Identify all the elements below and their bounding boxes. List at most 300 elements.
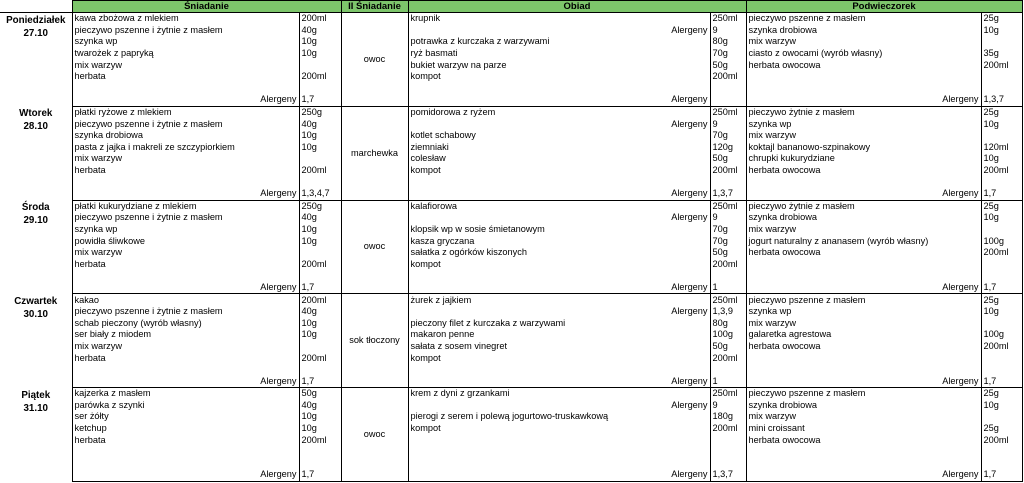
day-date: 31.10 xyxy=(23,402,49,414)
snack-qty: 200ml xyxy=(981,247,1022,259)
day-name: Piątek xyxy=(21,389,51,401)
day-row xyxy=(0,388,1022,400)
breakfast-qty: 40g xyxy=(299,212,341,224)
snack-item: ciasto z owocami (wyrób własny) xyxy=(746,48,981,60)
day-row xyxy=(0,270,1022,282)
breakfast-item: herbata xyxy=(72,258,299,270)
day-row xyxy=(0,118,1022,130)
snack-qty xyxy=(981,411,1022,423)
breakfast-item xyxy=(72,83,299,95)
breakfast-qty xyxy=(299,446,341,458)
day-row xyxy=(0,411,1022,423)
day-row xyxy=(0,13,1022,25)
breakfast-allergen-label: Alergeny xyxy=(72,188,299,200)
snack-item: mix warzyw xyxy=(746,411,981,423)
lunch-qty: 100g xyxy=(710,329,746,341)
lunch-qty: 250ml xyxy=(710,200,746,212)
day-date: 29.10 xyxy=(23,215,49,226)
menu-body xyxy=(0,13,1022,482)
breakfast-allergen-label: Alergeny xyxy=(72,94,299,106)
snack-allergen-label: Alergeny xyxy=(746,375,981,387)
breakfast-item: powidła śliwkowe xyxy=(72,235,299,247)
snack-qty: 10g xyxy=(981,306,1022,318)
breakfast-item: pieczywo pszenne i żytnie z masłem xyxy=(72,25,299,37)
day-row xyxy=(0,294,1022,306)
snack-qty: 25g xyxy=(981,423,1022,435)
lunch-item: kalafiorowa xyxy=(408,200,710,212)
breakfast-qty xyxy=(299,364,341,376)
lunch-qty: 80g xyxy=(710,36,746,48)
lunch-qty xyxy=(710,270,746,282)
snack-item: pieczywo żytnie z masłem xyxy=(746,106,981,118)
snack-allergen-label: Alergeny xyxy=(746,282,981,294)
lunch-soup-allergen-label: Alergeny xyxy=(408,212,710,224)
day-label xyxy=(0,200,72,294)
snack-item: herbata owocowa xyxy=(746,59,981,71)
snack-item: herbata owocowa xyxy=(746,341,981,353)
day-row xyxy=(0,258,1022,270)
breakfast-qty: 40g xyxy=(299,118,341,130)
lunch-qty: 180g xyxy=(710,411,746,423)
breakfast-qty: 200ml xyxy=(299,258,341,270)
day-label xyxy=(0,294,72,388)
snack-item xyxy=(746,364,981,376)
snack-item: pieczywo żytnie z masłem xyxy=(746,200,981,212)
snack-item: pieczywo pszenne z masłem xyxy=(746,13,981,25)
snack-qty: 200ml xyxy=(981,434,1022,446)
lunch-soup-allergen-label: Alergeny xyxy=(408,306,710,318)
breakfast-qty xyxy=(299,341,341,353)
lunch-soup-allergen-label: Alergeny xyxy=(408,118,710,130)
breakfast-item: mix warzyw xyxy=(72,247,299,259)
lunch-item: makaron penne xyxy=(408,329,710,341)
snack-allergens: 1,3,7 xyxy=(981,94,1022,106)
lunch-qty xyxy=(710,83,746,95)
breakfast-qty xyxy=(299,59,341,71)
snack-qty: 25g xyxy=(981,200,1022,212)
day-label xyxy=(0,13,72,107)
day-row xyxy=(0,235,1022,247)
snack-item: mix warzyw xyxy=(746,130,981,142)
snack-qty xyxy=(981,224,1022,236)
breakfast-item: herbata xyxy=(72,165,299,177)
day-row xyxy=(0,446,1022,458)
breakfast-qty: 200ml xyxy=(299,71,341,83)
snack-item: herbata owocowa xyxy=(746,434,981,446)
snack-item: mini croissant xyxy=(746,423,981,435)
snack-qty xyxy=(981,352,1022,364)
header-lunch: Obiad xyxy=(408,1,746,13)
breakfast-qty: 200ml xyxy=(299,294,341,306)
lunch-allergens: 1 xyxy=(710,375,746,387)
breakfast-item: szynka drobiowa xyxy=(72,130,299,142)
lunch-item: sałata z sosem vinegret xyxy=(408,341,710,353)
breakfast-allergens: 1,7 xyxy=(299,375,341,387)
lunch-item: potrawka z kurczaka z warzywami xyxy=(408,36,710,48)
lunch-item: kompot xyxy=(408,71,710,83)
day-row xyxy=(0,25,1022,37)
breakfast-qty: 10g xyxy=(299,423,341,435)
snack-qty xyxy=(981,258,1022,270)
lunch-soup-allergens: 9 xyxy=(710,118,746,130)
day-row xyxy=(0,200,1022,212)
day-row xyxy=(0,224,1022,236)
breakfast-item: pasta z jajka i makreli ze szczypiorkiem xyxy=(72,142,299,154)
second-breakfast: owoc xyxy=(341,388,408,482)
day-row xyxy=(0,94,1022,106)
snack-item: koktajl bananowo-szpinakowy xyxy=(746,142,981,154)
day-row xyxy=(0,400,1022,412)
snack-qty: 25g xyxy=(981,13,1022,25)
lunch-item xyxy=(408,446,710,458)
lunch-item xyxy=(408,83,710,95)
snack-qty xyxy=(981,317,1022,329)
day-row xyxy=(0,142,1022,154)
day-row xyxy=(0,434,1022,446)
lunch-soup-allergens: 9 xyxy=(710,212,746,224)
breakfast-item xyxy=(72,458,299,470)
breakfast-item: szynka wp xyxy=(72,224,299,236)
second-breakfast: sok tłoczony xyxy=(341,294,408,388)
lunch-qty xyxy=(710,364,746,376)
day-row xyxy=(0,36,1022,48)
header-snack: Podwieczorek xyxy=(746,1,1022,13)
breakfast-allergens: 1,7 xyxy=(299,94,341,106)
breakfast-qty: 10g xyxy=(299,329,341,341)
day-row xyxy=(0,329,1022,341)
breakfast-allergen-label: Alergeny xyxy=(72,282,299,294)
lunch-qty: 70g xyxy=(710,130,746,142)
snack-item: szynka drobiowa xyxy=(746,25,981,37)
breakfast-item: parówka z szynki xyxy=(72,400,299,412)
day-row xyxy=(0,458,1022,470)
breakfast-qty: 200ml xyxy=(299,165,341,177)
day-row xyxy=(0,341,1022,353)
breakfast-item: herbata xyxy=(72,71,299,83)
snack-item: herbata owocowa xyxy=(746,247,981,259)
breakfast-item xyxy=(72,446,299,458)
breakfast-item xyxy=(72,270,299,282)
lunch-item: ziemniaki xyxy=(408,142,710,154)
snack-item: pieczywo pszenne z masłem xyxy=(746,388,981,400)
lunch-allergen-label: Alergeny xyxy=(408,375,710,387)
breakfast-item: kakao xyxy=(72,294,299,306)
lunch-qty xyxy=(710,458,746,470)
snack-item: szynka wp xyxy=(746,306,981,318)
breakfast-allergen-label: Alergeny xyxy=(72,469,299,481)
day-row xyxy=(0,71,1022,83)
breakfast-item: twarożek z papryką xyxy=(72,48,299,60)
lunch-soup-allergen-label: Alergeny xyxy=(408,400,710,412)
snack-allergens: 1,7 xyxy=(981,469,1022,481)
breakfast-qty: 10g xyxy=(299,411,341,423)
breakfast-item: herbata xyxy=(72,434,299,446)
lunch-qty: 200ml xyxy=(710,258,746,270)
breakfast-qty: 10g xyxy=(299,142,341,154)
lunch-item: pomidorowa z ryżem xyxy=(408,106,710,118)
breakfast-qty: 200ml xyxy=(299,352,341,364)
lunch-qty: 70g xyxy=(710,224,746,236)
lunch-item: kompot xyxy=(408,352,710,364)
lunch-item: pieczony filet z kurczaka z warzywami xyxy=(408,317,710,329)
lunch-qty: 200ml xyxy=(710,423,746,435)
lunch-qty: 70g xyxy=(710,235,746,247)
breakfast-item: ser żółty xyxy=(72,411,299,423)
breakfast-item: herbata xyxy=(72,352,299,364)
snack-qty: 120ml xyxy=(981,142,1022,154)
snack-item: szynka wp xyxy=(746,118,981,130)
lunch-item: klopsik wp w sosie śmietanowym xyxy=(408,224,710,236)
breakfast-qty xyxy=(299,458,341,470)
day-date: 30.10 xyxy=(23,308,49,320)
lunch-qty: 250ml xyxy=(710,106,746,118)
day-row xyxy=(0,83,1022,95)
header-blank xyxy=(0,1,72,13)
breakfast-qty: 200ml xyxy=(299,434,341,446)
second-breakfast: marchewka xyxy=(341,106,408,200)
snack-item xyxy=(746,446,981,458)
lunch-allergens: 1,3,7 xyxy=(710,469,746,481)
lunch-qty: 200ml xyxy=(710,352,746,364)
snack-qty: 200ml xyxy=(981,59,1022,71)
snack-item xyxy=(746,258,981,270)
lunch-qty: 50g xyxy=(710,153,746,165)
lunch-allergen-label: Alergeny xyxy=(408,282,710,294)
lunch-qty xyxy=(710,176,746,188)
breakfast-item: ser biały z miodem xyxy=(72,329,299,341)
snack-item: mix warzyw xyxy=(746,224,981,236)
snack-qty: 200ml xyxy=(981,165,1022,177)
header-second-breakfast: II Śniadanie xyxy=(341,1,408,13)
snack-qty: 10g xyxy=(981,400,1022,412)
lunch-allergens: 1,3,7 xyxy=(710,188,746,200)
day-date: 28.10 xyxy=(23,121,49,133)
breakfast-qty xyxy=(299,270,341,282)
day-row xyxy=(0,364,1022,376)
snack-qty xyxy=(981,458,1022,470)
second-breakfast: owoc xyxy=(341,13,408,107)
lunch-allergen-label: Alergeny xyxy=(408,94,710,106)
day-row xyxy=(0,130,1022,142)
lunch-item: sałatka z ogórków kiszonych xyxy=(408,247,710,259)
snack-qty: 35g xyxy=(981,48,1022,60)
lunch-qty: 250ml xyxy=(710,294,746,306)
snack-item xyxy=(746,270,981,282)
breakfast-item xyxy=(72,176,299,188)
snack-item: szynka drobiowa xyxy=(746,212,981,224)
lunch-item: colesław xyxy=(408,153,710,165)
day-row xyxy=(0,188,1022,200)
snack-qty xyxy=(981,176,1022,188)
snack-qty: 10g xyxy=(981,25,1022,37)
lunch-item xyxy=(408,176,710,188)
breakfast-allergens: 1,7 xyxy=(299,469,341,481)
breakfast-qty xyxy=(299,83,341,95)
breakfast-qty: 40g xyxy=(299,400,341,412)
day-row xyxy=(0,375,1022,387)
snack-item: herbata owocowa xyxy=(746,165,981,177)
day-name: Poniedziałek xyxy=(6,15,66,26)
breakfast-allergens: 1,3,4,7 xyxy=(299,188,341,200)
lunch-item xyxy=(408,434,710,446)
snack-qty: 25g xyxy=(981,388,1022,400)
breakfast-item xyxy=(72,364,299,376)
snack-qty: 10g xyxy=(981,118,1022,130)
lunch-allergen-label: Alergeny xyxy=(408,188,710,200)
snack-allergens: 1,7 xyxy=(981,375,1022,387)
snack-qty xyxy=(981,130,1022,142)
second-breakfast: owoc xyxy=(341,200,408,294)
snack-qty xyxy=(981,71,1022,83)
day-row xyxy=(0,469,1022,481)
lunch-qty: 50g xyxy=(710,59,746,71)
day-row xyxy=(0,153,1022,165)
breakfast-item: mix warzyw xyxy=(72,59,299,71)
snack-qty: 25g xyxy=(981,106,1022,118)
header-row xyxy=(0,1,1022,13)
lunch-qty: 50g xyxy=(710,341,746,353)
day-row xyxy=(0,282,1022,294)
snack-item: chrupki kukurydziane xyxy=(746,153,981,165)
snack-allergen-label: Alergeny xyxy=(746,188,981,200)
snack-item: galaretka agrestowa xyxy=(746,329,981,341)
breakfast-item: kawa zbożowa z mlekiem xyxy=(72,13,299,25)
lunch-item xyxy=(408,364,710,376)
lunch-item: kompot xyxy=(408,423,710,435)
snack-qty xyxy=(981,83,1022,95)
breakfast-item: pieczywo pszenne i żytnie z masłem xyxy=(72,212,299,224)
snack-item xyxy=(746,176,981,188)
lunch-allergens xyxy=(710,94,746,106)
breakfast-qty: 10g xyxy=(299,36,341,48)
lunch-qty: 250ml xyxy=(710,388,746,400)
breakfast-qty: 200ml xyxy=(299,13,341,25)
breakfast-item: płatki ryżowe z mlekiem xyxy=(72,106,299,118)
breakfast-qty: 250g xyxy=(299,106,341,118)
breakfast-item: ketchup xyxy=(72,423,299,435)
breakfast-qty: 10g xyxy=(299,317,341,329)
breakfast-item: mix warzyw xyxy=(72,341,299,353)
lunch-qty: 200ml xyxy=(710,71,746,83)
breakfast-item: mix warzyw xyxy=(72,153,299,165)
day-row xyxy=(0,306,1022,318)
breakfast-qty: 250g xyxy=(299,200,341,212)
lunch-item: kotlet schabowy xyxy=(408,130,710,142)
lunch-allergen-label: Alergeny xyxy=(408,469,710,481)
snack-qty: 25g xyxy=(981,294,1022,306)
lunch-item: krem z dyni z grzankami xyxy=(408,388,710,400)
day-name: Wtorek xyxy=(19,108,53,120)
breakfast-allergen-label: Alergeny xyxy=(72,375,299,387)
breakfast-item: kajzerka z masłem xyxy=(72,388,299,400)
breakfast-qty: 10g xyxy=(299,130,341,142)
snack-item xyxy=(746,458,981,470)
lunch-qty xyxy=(710,446,746,458)
snack-allergens: 1,7 xyxy=(981,282,1022,294)
breakfast-item: płatki kukurydziane z mlekiem xyxy=(72,200,299,212)
breakfast-qty: 10g xyxy=(299,235,341,247)
day-row xyxy=(0,176,1022,188)
lunch-qty xyxy=(710,434,746,446)
lunch-item: ryż basmati xyxy=(408,48,710,60)
breakfast-item: pieczywo pszenne i żytnie z masłem xyxy=(72,306,299,318)
breakfast-qty xyxy=(299,176,341,188)
snack-item: mix warzyw xyxy=(746,317,981,329)
lunch-item: żurek z jajkiem xyxy=(408,294,710,306)
breakfast-qty: 40g xyxy=(299,25,341,37)
snack-item xyxy=(746,352,981,364)
snack-qty xyxy=(981,364,1022,376)
lunch-item: kompot xyxy=(408,165,710,177)
snack-qty: 10g xyxy=(981,212,1022,224)
lunch-item xyxy=(408,270,710,282)
day-date: 27.10 xyxy=(23,28,49,39)
lunch-qty: 70g xyxy=(710,48,746,60)
snack-qty: 10g xyxy=(981,153,1022,165)
day-label xyxy=(0,106,72,200)
snack-item: mix warzyw xyxy=(746,36,981,48)
lunch-qty: 120g xyxy=(710,142,746,154)
header-breakfast: Śniadanie xyxy=(72,1,341,13)
breakfast-qty: 10g xyxy=(299,48,341,60)
snack-qty: 100g xyxy=(981,329,1022,341)
day-row xyxy=(0,48,1022,60)
breakfast-qty: 10g xyxy=(299,224,341,236)
day-row xyxy=(0,212,1022,224)
snack-qty: 200ml xyxy=(981,341,1022,353)
day-row xyxy=(0,165,1022,177)
breakfast-item: pieczywo pszenne i żytnie z masłem xyxy=(72,118,299,130)
snack-item: szynka drobiowa xyxy=(746,400,981,412)
lunch-item xyxy=(408,458,710,470)
day-name: Czwartek xyxy=(14,295,58,307)
day-row xyxy=(0,106,1022,118)
lunch-item: bukiet warzyw na parze xyxy=(408,59,710,71)
lunch-soup-allergens: 1,3,9 xyxy=(710,306,746,318)
snack-allergens: 1,7 xyxy=(981,188,1022,200)
snack-item xyxy=(746,83,981,95)
snack-qty xyxy=(981,446,1022,458)
breakfast-qty: 50g xyxy=(299,388,341,400)
breakfast-item: schab pieczony (wyrób własny) xyxy=(72,317,299,329)
breakfast-allergens: 1,7 xyxy=(299,282,341,294)
day-row xyxy=(0,317,1022,329)
snack-allergen-label: Alergeny xyxy=(746,469,981,481)
lunch-item: pierogi z serem i polewą jogurtowo-truskawkową xyxy=(408,411,710,423)
lunch-soup-allergens: 9 xyxy=(710,25,746,37)
snack-item: pieczywo pszenne z masłem xyxy=(746,294,981,306)
breakfast-qty xyxy=(299,153,341,165)
lunch-item: kompot xyxy=(408,258,710,270)
day-row xyxy=(0,352,1022,364)
lunch-qty: 250ml xyxy=(710,13,746,25)
lunch-qty: 50g xyxy=(710,247,746,259)
breakfast-item: szynka wp xyxy=(72,36,299,48)
lunch-allergens: 1 xyxy=(710,282,746,294)
lunch-item: kasza gryczana xyxy=(408,235,710,247)
snack-qty xyxy=(981,270,1022,282)
snack-item: jogurt naturalny z ananasem (wyrób własny) xyxy=(746,235,981,247)
lunch-qty: 200ml xyxy=(710,165,746,177)
day-row xyxy=(0,247,1022,259)
lunch-soup-allergens: 9 xyxy=(710,400,746,412)
snack-item xyxy=(746,71,981,83)
snack-qty: 100g xyxy=(981,235,1022,247)
day-label xyxy=(0,388,72,482)
lunch-qty: 80g xyxy=(710,317,746,329)
day-row xyxy=(0,59,1022,71)
snack-qty xyxy=(981,36,1022,48)
